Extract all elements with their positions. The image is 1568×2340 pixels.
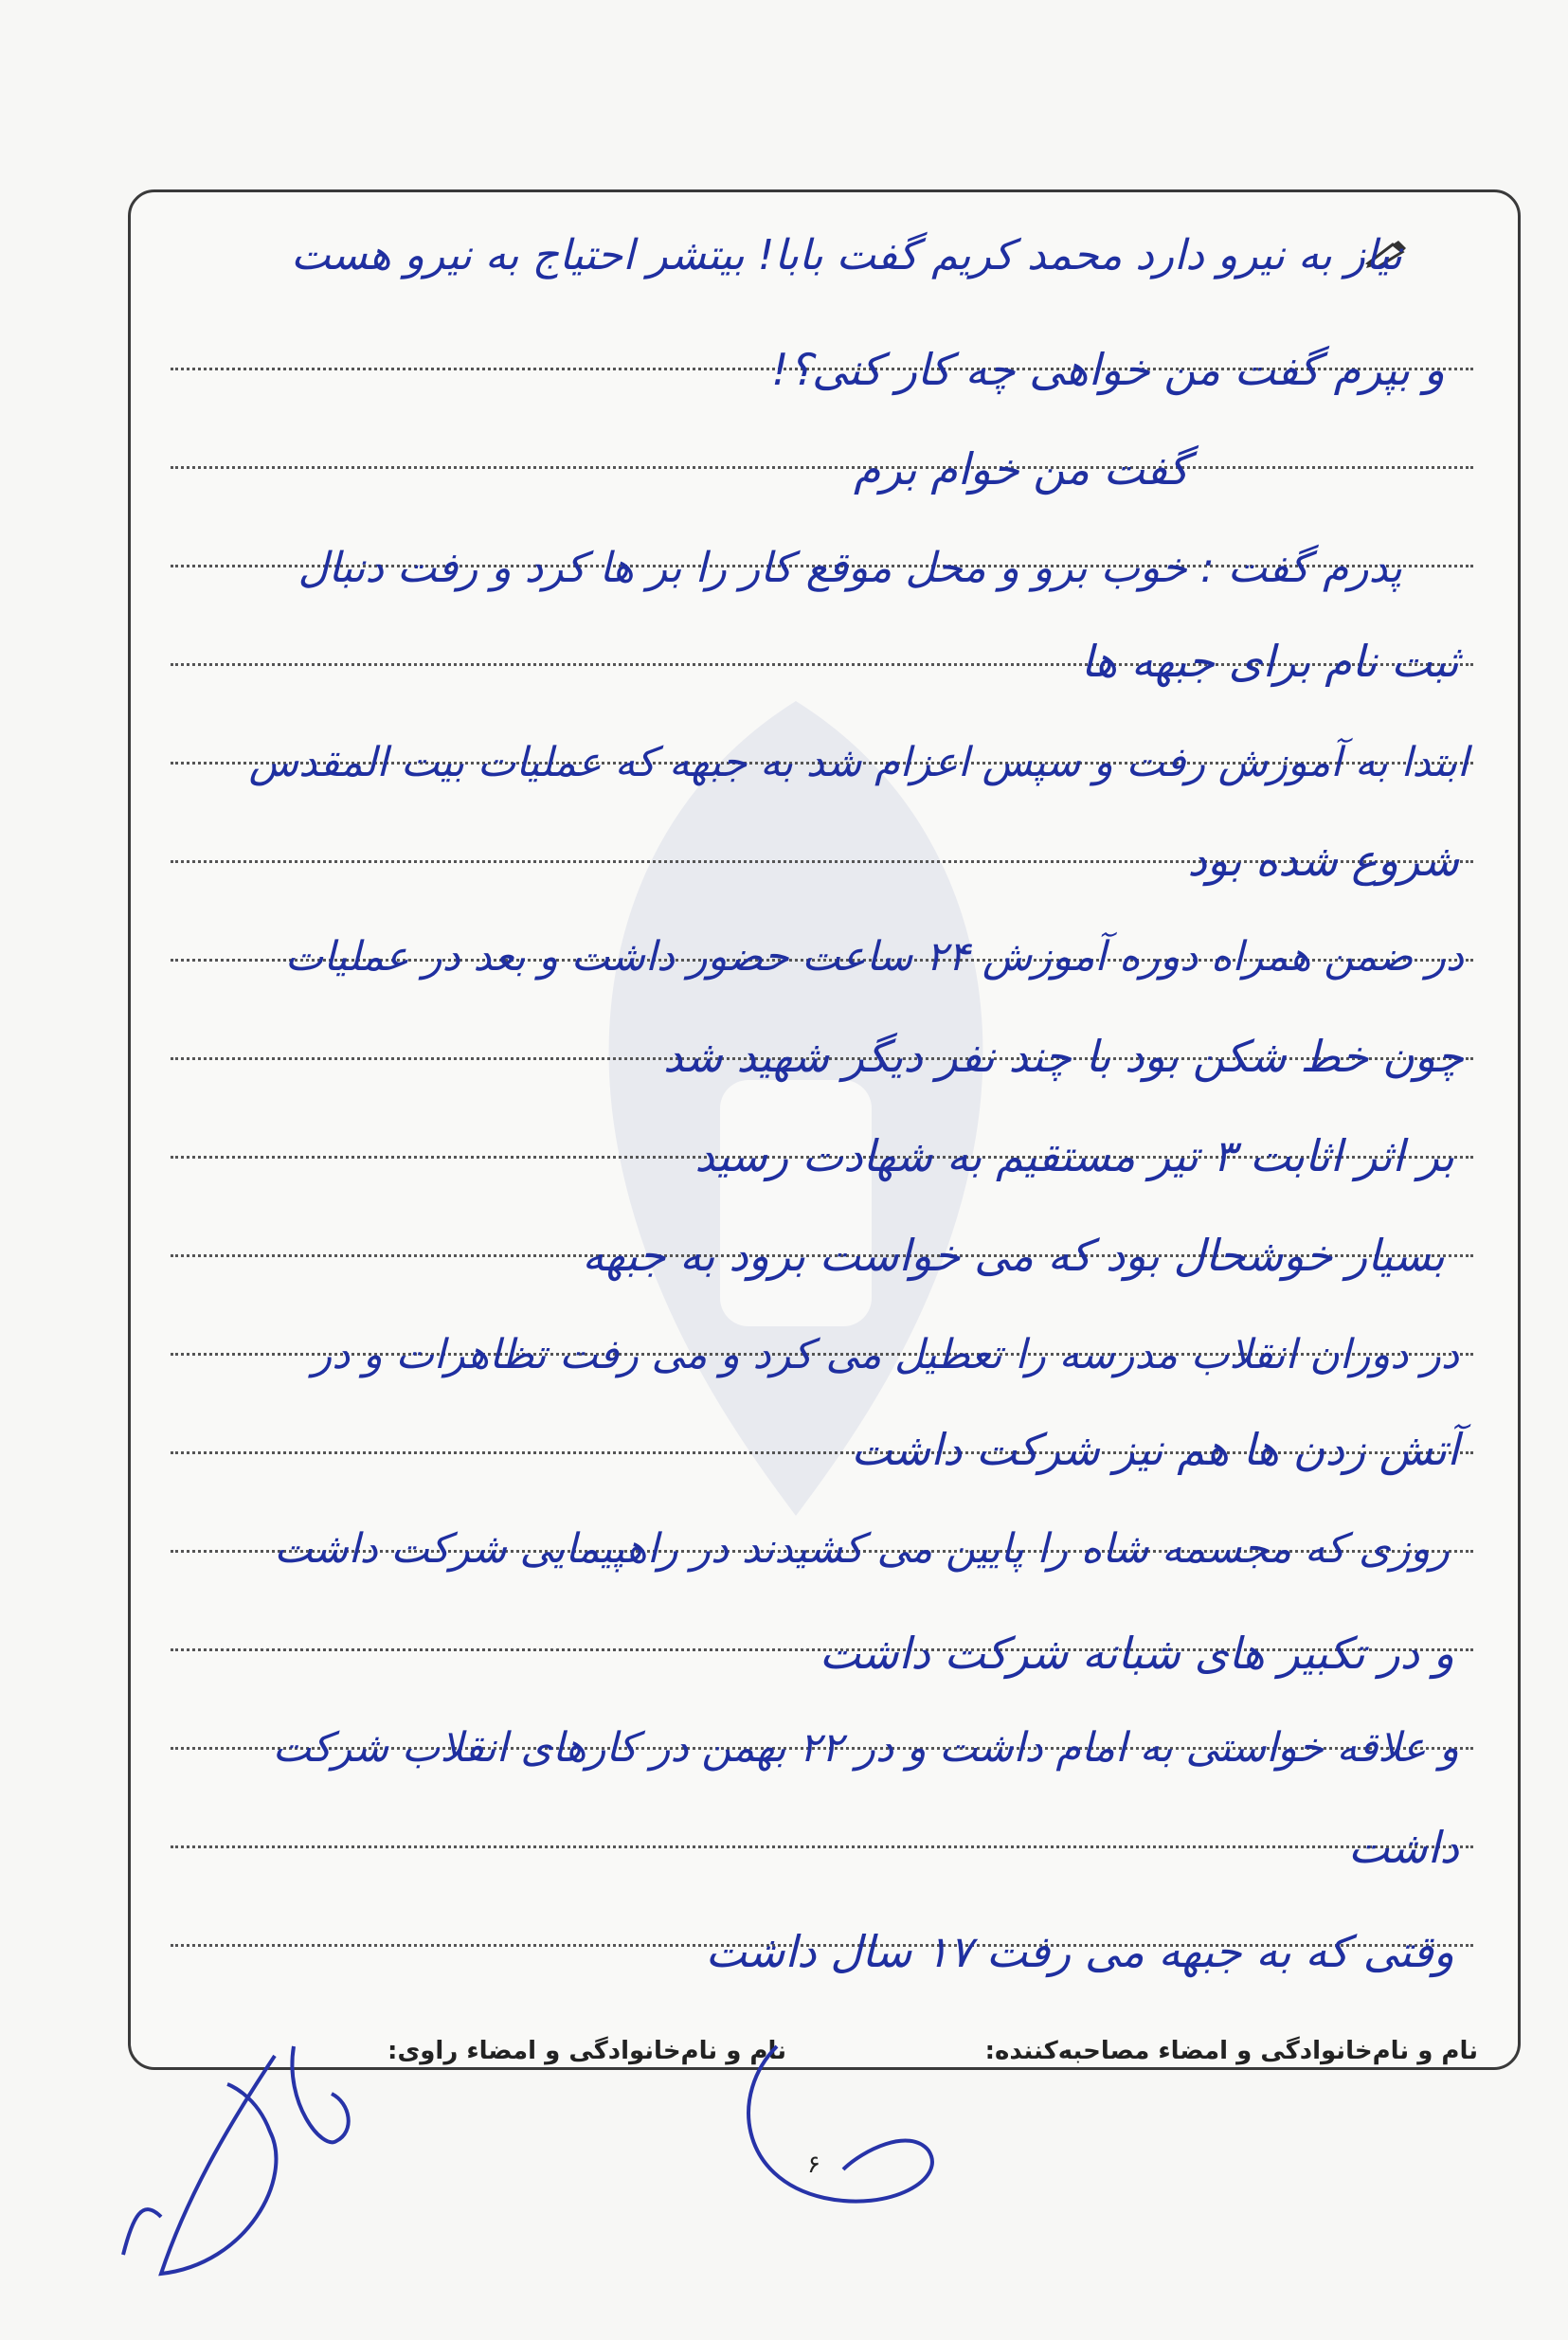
handwritten-line: بسیار خوشحال بود که می خواست برود به جبهه [582, 1230, 1445, 1281]
handwritten-line: شروع شده بود [1187, 835, 1459, 886]
handwritten-line: ابتدا به آموزش رفت و سپس اعزام شد به جبهه که عملیات بیت المقدس [248, 739, 1469, 786]
handwritten-line: چون خط شکن بود با چند نفر دیگر شهید شد [663, 1031, 1464, 1082]
handwritten-line: نیاز به نیرو دارد محمد کریم گفت بابا! بیتشر احتیاج به نیرو هست [291, 231, 1402, 279]
handwritten-line: روزی که مجسمه شاه را پایین می کشیدند در راهپیمایی شرکت داشت [274, 1525, 1450, 1573]
ruled-line [171, 1845, 1473, 1848]
handwritten-line: پدرم گفت : خوب برو و محل موقع کار را بر ها کرد و رفت دنبال [297, 544, 1402, 592]
handwritten-line: داشت [1348, 1822, 1459, 1873]
ruled-line [171, 466, 1473, 469]
handwritten-line: بر اثر اثابت ۳ تیر مستقیم به شهادت رسید [694, 1130, 1454, 1181]
handwritten-line: و در تکبیر های شبانه شرکت داشت [819, 1628, 1454, 1679]
signature-row [227, 2037, 1478, 2075]
handwritten-line: و بپرم گفت من خواهی چه کار کنی؟! [771, 344, 1445, 395]
handwritten-line: گفت من خوام برم [854, 443, 1189, 495]
handwritten-line: در ضمن همراه دوره آموزش ۲۴ ساعت حضور داشت و بعد در عملیات [284, 933, 1464, 981]
handwritten-line: در دوران انقلاب مدرسه را تعطیل می کرد و می رفت تظاهرات و در [312, 1331, 1459, 1378]
handwritten-line: ثبت نام برای جبهه ها [1080, 636, 1459, 687]
interviewee-label: نام و نام‌خانوادگی و امضاء راوی: [387, 2037, 786, 2065]
interviewer-label: نام و نام‌خانوادگی و امضاء مصاحبه‌کننده: [984, 2037, 1478, 2065]
handwritten-line: آتش زدن ها هم نیز شرکت داشت [851, 1424, 1459, 1475]
handwritten-line: و علاقه خواستی به امام داشت و در ۲۲ بهمن در کارهای انقلاب شرکت [272, 1724, 1459, 1772]
handwritten-line: وقتی که به جبهه می رفت ۱۷ سال داشت [705, 1926, 1454, 1977]
page-number: ۶ [807, 2151, 820, 2179]
